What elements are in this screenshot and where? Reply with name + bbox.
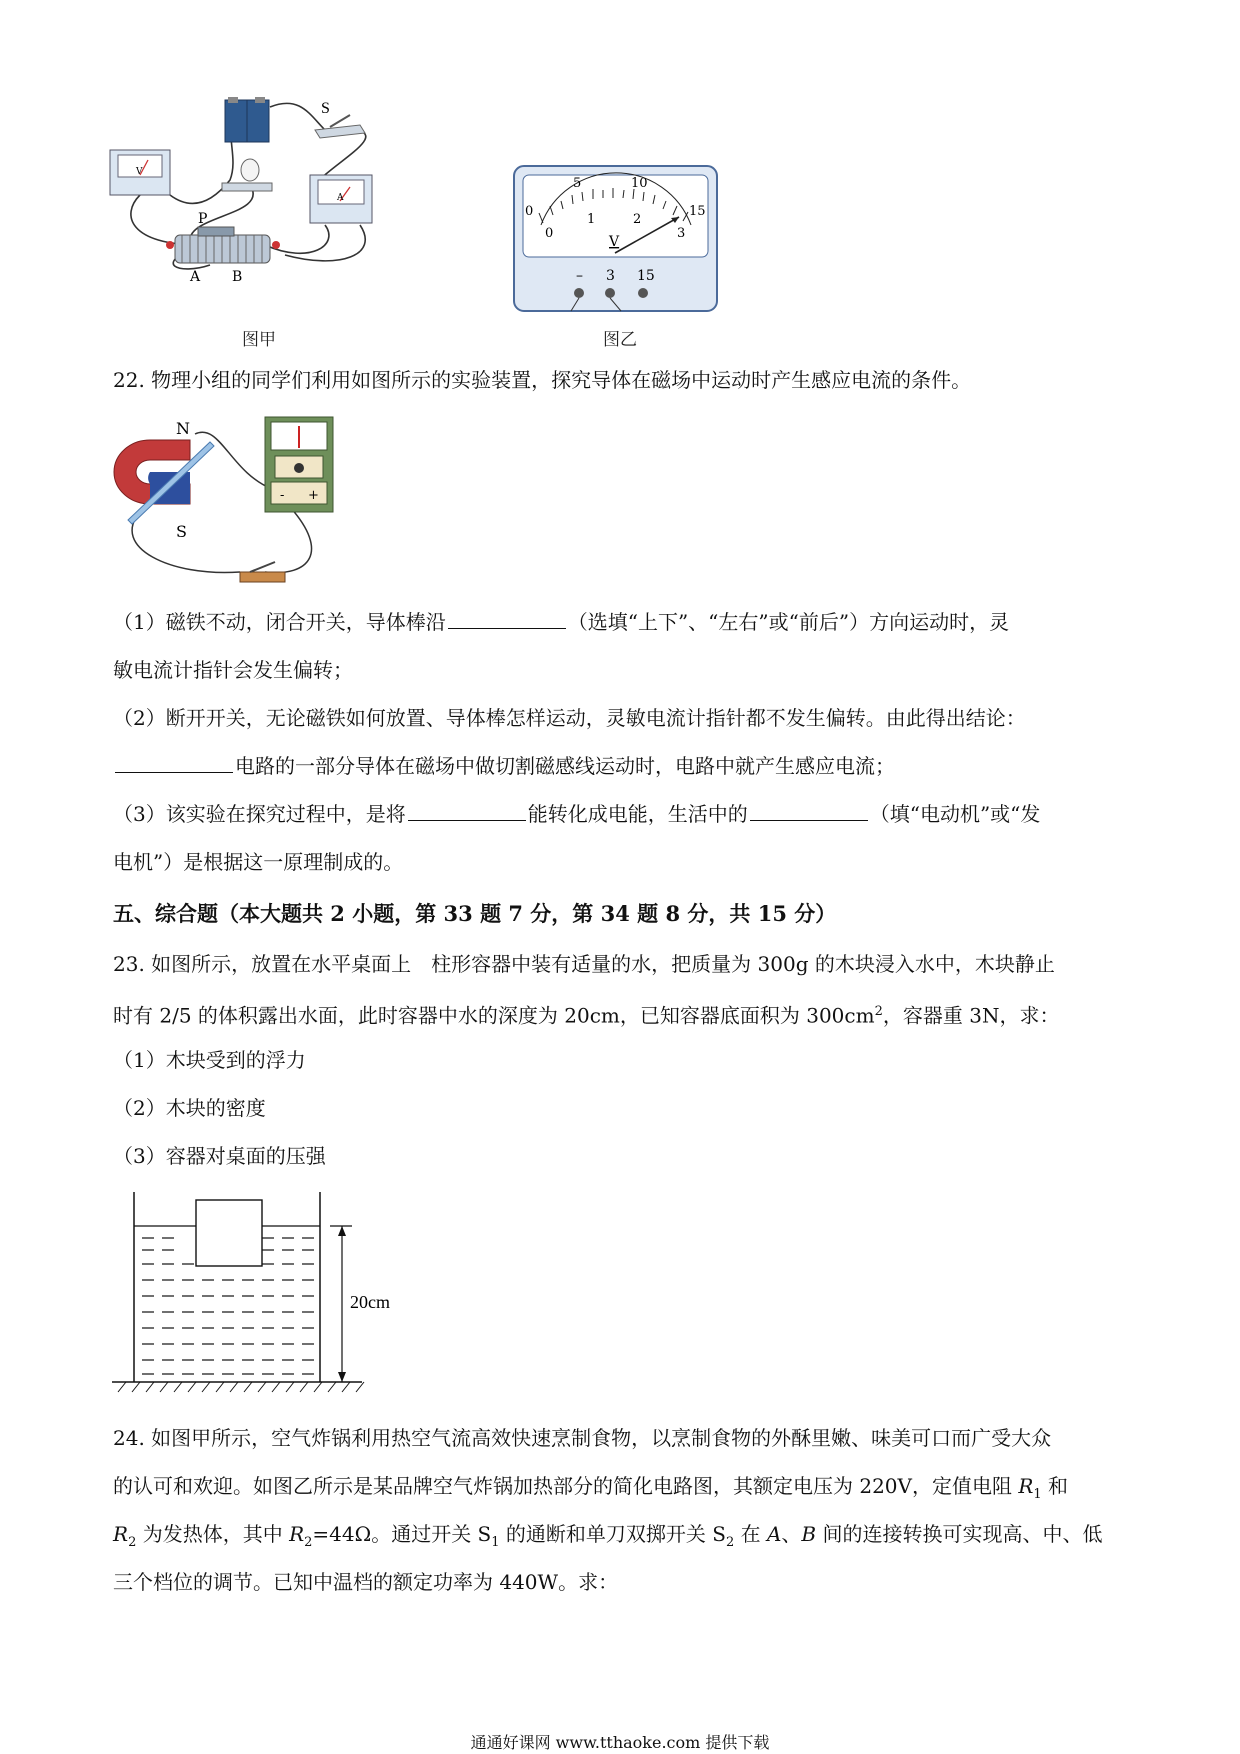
symbol-b: B xyxy=(801,1522,817,1546)
pole-s-label: S xyxy=(176,522,187,541)
q24-line2-text-a: 的认可和欢迎。如图乙所示是某品牌空气炸锅加热部分的简化电路图，其额定电压为 220V，定值电阻 xyxy=(113,1474,1019,1498)
end-a-label: A xyxy=(190,269,201,285)
depth-label: 20cm xyxy=(350,1292,390,1312)
q23-sub3: （3）容器对桌面的压强 xyxy=(113,1144,326,1168)
upper-scale-15: 15 xyxy=(689,204,706,219)
q24-line3-text-c: 的通断和单刀双掷开关 S xyxy=(499,1522,726,1546)
q22-stem: 22. 物理小组的同学们利用如图所示的实验装置，探究导体在磁场中运动时产生感应电流的条件。 xyxy=(113,368,972,392)
q24-line3-text-b: =44Ω。通过开关 S xyxy=(312,1522,492,1546)
q22-part1-text-a: （1）磁铁不动，闭合开关，导体棒沿 xyxy=(113,610,446,634)
q23-line2-text-b: ，容器重 3N，求： xyxy=(882,1003,1060,1028)
q22-part2-text: 电路的一部分导体在磁场中做切割磁感线运动时，电路中就产生感应电流； xyxy=(235,754,895,778)
q23-line1: 23. 如图所示，放置在水平桌面上 柱形容器中装有适量的水，把质量为 300g 的木块浸入水中，木块静止 xyxy=(113,952,1055,976)
q24-line3 xyxy=(113,1520,1102,1557)
answer-blank-2[interactable] xyxy=(115,752,233,773)
q22-part2-line2 xyxy=(113,752,895,780)
lower-scale-1: 1 xyxy=(587,212,596,227)
slider-label: P xyxy=(198,211,208,227)
galv-plus: + xyxy=(308,488,319,503)
terminal-15: 15 xyxy=(637,268,655,284)
galvanometer-icon xyxy=(265,417,333,512)
q22-part3-line1 xyxy=(113,800,1040,828)
lower-scale-0: 0 xyxy=(545,226,554,241)
q22-part2-line1: （2）断开开关，无论磁铁如何放置、导体棒怎样运动，灵敏电流计指针都不发生偏转。由此得出结论： xyxy=(113,706,1026,730)
q23-line2 xyxy=(113,998,1059,1030)
q22-part1-line1 xyxy=(113,608,1009,636)
symbol-r2b-sub: 2 xyxy=(304,1535,313,1550)
rheostat-icon xyxy=(166,227,280,263)
q24-line2 xyxy=(113,1472,1068,1509)
battery-icon xyxy=(225,97,269,142)
symbol-r1-sub: 1 xyxy=(1033,1487,1042,1502)
unit-symbol: V xyxy=(609,234,620,250)
q22-part3-line2: 电机”）是根据这一原理制成的。 xyxy=(113,850,404,874)
depth-arrow xyxy=(330,1226,352,1382)
terminal-3: 3 xyxy=(606,268,615,284)
q22-part1-line2: 敏电流计指针会发生偏转； xyxy=(113,658,353,682)
table-hatch xyxy=(118,1382,364,1392)
voltmeter-figure-yi xyxy=(513,165,718,313)
knife-switch-icon xyxy=(240,562,285,582)
q24-line3-text-e: 、 xyxy=(781,1522,802,1546)
q23-sub1: （1）木块受到的浮力 xyxy=(113,1048,306,1072)
pole-n-label: N xyxy=(176,419,190,438)
q22-part3-text-b: 能转化成电能，生活中的 xyxy=(527,802,748,826)
q24-line1: 24. 如图甲所示，空气炸锅利用热空气流高效快速烹制食物，以烹制食物的外酥里嫩、味美可口而广受大众 xyxy=(113,1426,1052,1450)
wood-block xyxy=(196,1200,262,1266)
q22-part3-text-a: （3）该实验在探究过程中，是将 xyxy=(113,802,406,826)
page-footer: 通通好课网 www.tthaoke.com 提供下载 xyxy=(470,1733,770,1752)
q24-line4: 三个档位的调节。已知中温档的额定功率为 440W。求： xyxy=(113,1570,619,1594)
caption-jia: 图甲 xyxy=(242,330,276,350)
symbol-r2b: R xyxy=(289,1522,305,1546)
q23-line2-text-a: 时有 2/5 的体积露出水面，此时容器中水的深度为 20cm，已知容器底面积为 300cm xyxy=(113,1003,875,1028)
q24-line3-text-a: 为发热体，其中 xyxy=(136,1522,290,1546)
q23-line2-sup: 2 xyxy=(874,1004,883,1019)
q22-part3-text-c: （填“电动机”或“发 xyxy=(869,802,1041,826)
galv-minus: - xyxy=(280,488,285,503)
q24-line3-text-f: 间的连接转换可实现高、中、低 xyxy=(816,1522,1103,1546)
symbol-s1-sub: 1 xyxy=(491,1535,500,1550)
upper-scale-10: 10 xyxy=(631,176,648,191)
upper-scale-5: 5 xyxy=(573,176,582,191)
container-figure xyxy=(112,1192,390,1404)
caption-yi: 图乙 xyxy=(603,330,637,350)
answer-blank-1[interactable] xyxy=(448,608,566,629)
induction-figure xyxy=(110,412,350,592)
answer-blank-4[interactable] xyxy=(750,800,868,821)
symbol-r2: R xyxy=(113,1522,129,1546)
small-ammeter-symbol: A xyxy=(337,193,344,203)
q23-sub2: （2）木块的密度 xyxy=(113,1096,266,1120)
q24-line3-text-d: 在 xyxy=(734,1522,767,1546)
q22-part1-text-b: （选填“上下”、“左右”或“前后”）方向运动时，灵 xyxy=(567,610,1010,634)
switch-label: S xyxy=(321,100,330,117)
small-voltmeter-symbol: V xyxy=(136,167,143,177)
upper-scale-0: 0 xyxy=(525,204,534,219)
light-bulb-icon xyxy=(222,159,272,191)
q24-line2-text-b: 和 xyxy=(1041,1474,1069,1498)
lower-scale-2: 2 xyxy=(633,212,642,227)
symbol-a: A xyxy=(766,1522,782,1546)
terminal-minus: – xyxy=(576,268,583,284)
circuit-figure-jia xyxy=(110,95,430,320)
symbol-s2-sub: 2 xyxy=(725,1535,735,1550)
answer-blank-3[interactable] xyxy=(408,800,526,821)
section-heading: 五、综合题（本大题共 2 小题，第 33 题 7 分，第 34 题 8 分，共 15 分） xyxy=(113,901,837,926)
symbol-r1: R xyxy=(1018,1474,1034,1498)
end-b-label: B xyxy=(232,269,243,285)
symbol-r2-sub: 2 xyxy=(128,1535,137,1550)
lower-scale-3: 3 xyxy=(677,226,686,241)
